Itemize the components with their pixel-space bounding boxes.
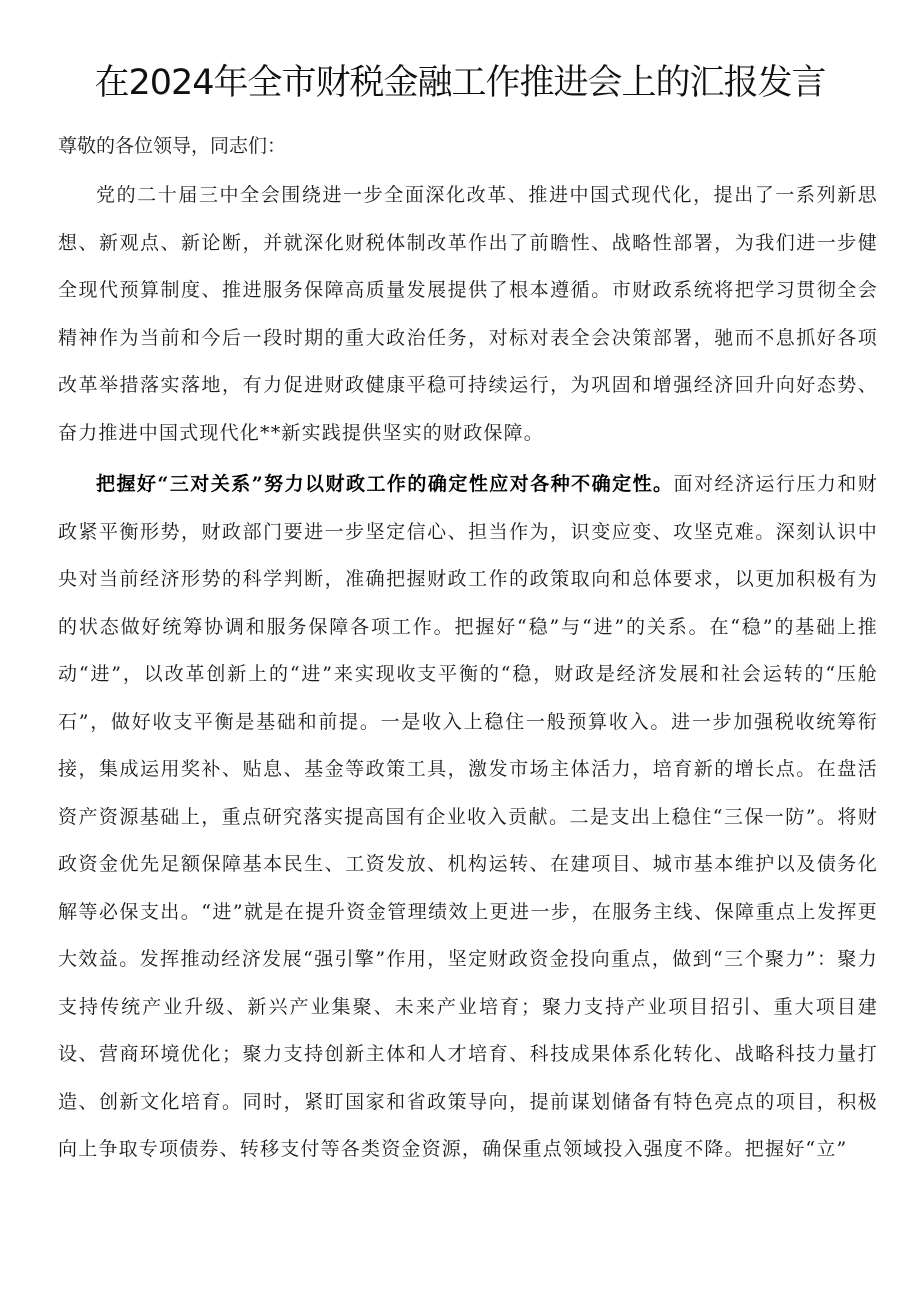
- paragraph-1-text: 党的二十届三中全会围绕进一步全面深化改革、推进中国式现代化，提出了一系列新思想、新观点、新论断，并就深化财税体制改革作出了前瞻性、战略性部署，为我们进一步健全现代预算制度、推进服务保障高质量发展提供了根本遵循。市财政系统将把学习贯彻全会精神作为当前和今后一段时期的重大政治任务，对标对表全会决策部署，驰而不息抓好各项改革举措落实落地，有力促进财政健康平稳可持续运行，为巩固和增强经济回升向好态势、奋力推进中国式现代化**新实践提供坚实的财政保障。: [58, 184, 878, 444]
- paragraph-2-text: 面对经济运行压力和财政紧平衡形势，财政部门要进一步坚定信心、担当作为，识变应变、攻坚克难。深刻认识中央对当前经济形势的科学判断，准确把握财政工作的政策取向和总体要求，以更加积极有为的状态做好统筹协调和服务保障各项工作。把握好“稳”与“进”的关系。在“稳”的基础上推动“进”，以改革创新上的“进”来实现收支平衡的“稳，财政是经济发展和社会运转的“压舱石”，做好收支平衡是基础和前提。一是收入上稳住一般预算收入。进一步加强税收统筹衔接，集成运用奖补、贴息、基金等政策工具，激发市场主体活力，培育新的增长点。在盘活资产资源基础上，重点研究落实提高国有企业收入贡献。二是支出上稳住“三保一防”。将财政资金优先足额保障基本民生、工资发放、机构运转、在建项目、城市基本维护以及债务化解等必保支出。“进”就是在提升资金管理绩效上更进一步，在服务主线、保障重点上发挥更大效益。发挥推动经济发展“强引擎”作用，坚定财政资金投向重点，做到“三个聚力”：聚力支持传统产业升级、新兴产业集聚、未来产业培育；聚力支持产业项目招引、重大项目建设、营商环境优化；聚力支持创新主体和人才培育、科技成果体系化转化、战略科技力量打造、创新文化培育。同时，紧盯国家和省政策导向，提前谋划储备有特色亮点的项目，积极向上争取专项债券、转移支付等各类资金资源，确保重点领域投入强度不降。把握好“立”: [58, 473, 878, 1160]
- salutation: 尊敬的各位领导，同志们：: [58, 135, 287, 157]
- paragraph-2: [58, 461, 878, 1174]
- paragraph-1: [58, 172, 878, 457]
- paragraph-2-lead: 把握好“三对关系”努力以财政工作的确定性应对各种不确定性。: [96, 473, 674, 495]
- document-title: 在2024年全市财税金融工作推进会上的汇报发言: [94, 63, 826, 103]
